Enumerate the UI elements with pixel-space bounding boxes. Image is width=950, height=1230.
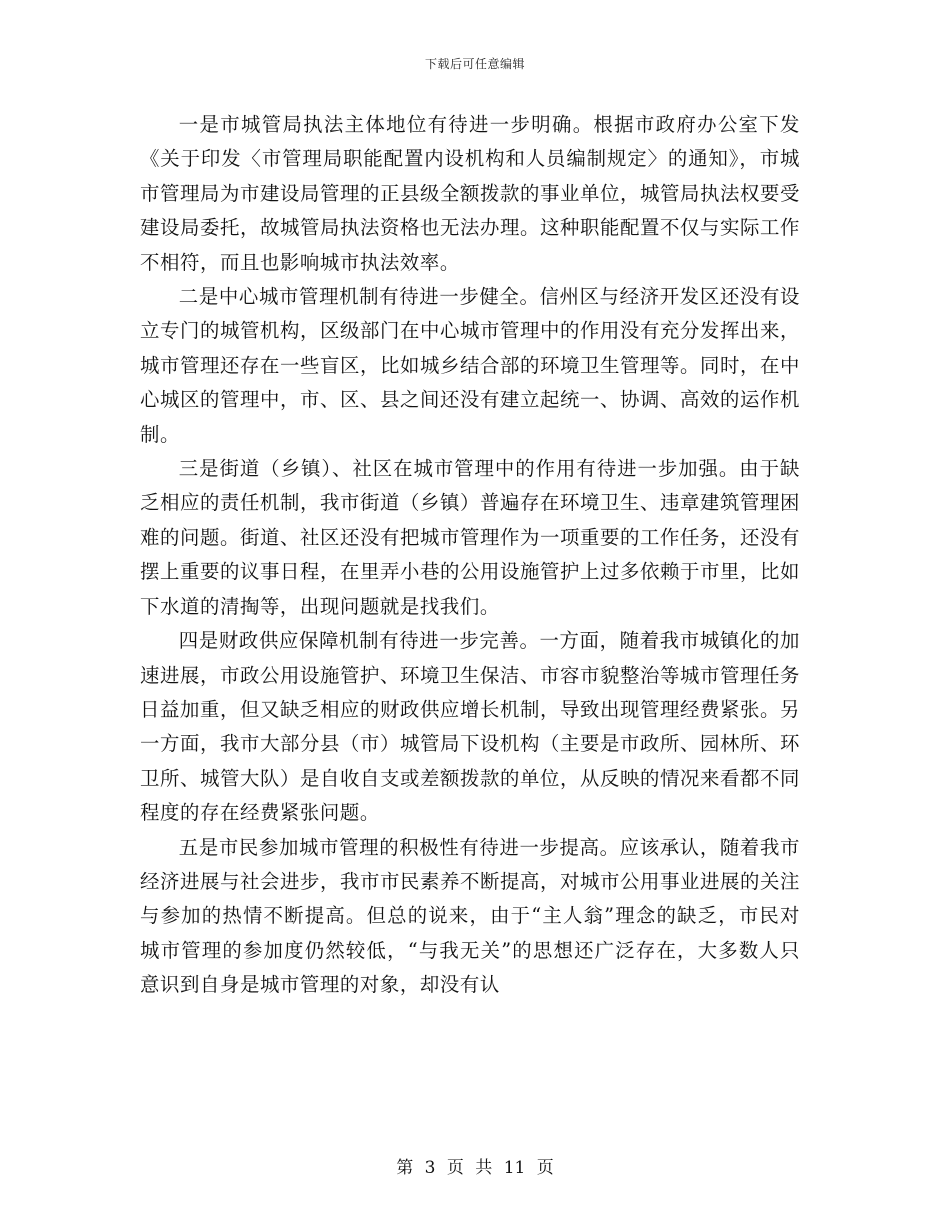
paragraph-4: 四是财政供应保障机制有待进一步完善。一方面，随着我市城镇化的加速进展，市政公用设施管护、环境卫生保洁、市容市貌整治等城市管理任务日益加重，但又缺乏相应的财政供应增长机制，导致出现管理经费紧张。另一方面，我市大部分县（市）城管局下设机构（主要是市政所、园林所、环卫所、城管大队）是自收自支或差额拨款的单位，从反映的情况来看都不同程度的存在经费紧张问题。 bbox=[140, 629, 800, 825]
paragraph-3: 三是街道（乡镇）、社区在城市管理中的作用有待进一步加强。由于缺乏相应的责任机制，我市街道（乡镇）普遍存在环境卫生、违章建筑管理困难的问题。街道、社区还没有把城市管理作为一项重要的工作任务，还没有摆上重要的议事日程，在里弄小巷的公用设施管护上过多依赖于市里，比如下水道的清掏等，出现问题就是找我们。 bbox=[140, 457, 800, 618]
page-number-footer: 第 3 页 共 11 页 bbox=[396, 1158, 554, 1178]
paragraph-2: 二是中心城市管理机制有待进一步健全。信州区与经济开发区还没有设立专门的城管机构，区级部门在中心城市管理中的作用没有充分发挥出来，城市管理还存在一些盲区，比如城乡结合部的环境卫生管理等。同时，在中心城区的管理中，市、区、县之间还没有建立起统一、协调、高效的运作机制。 bbox=[140, 285, 800, 446]
paragraph-5: 五是市民参加城市管理的积极性有待进一步提高。应该承认，随着我市经济进展与社会进步，我市市民素养不断提高，对城市公用事业进展的关注与参加的热情不断提高。但总的说来，由于“主人翁”理念的缺乏，市民对城市管理的参加度仍然较低，“与我无关”的思想还广泛存在，大多数人只意识到自身是城市管理的对象，却没有认 bbox=[140, 835, 800, 997]
paragraph-1: 一是市城管局执法主体地位有待进一步明确。根据市政府办公室下发《关于印发〈市管理局职能配置内设机构和人员编制规定〉的通知》，市城市管理局为市建设局管理的正县级全额拨款的事业单位，城管局执法权要受建设局委托，故城管局执法资格也无法办理。这种职能配置不仅与实际工作不相符，而且也影响城市执法效率。 bbox=[140, 113, 800, 274]
page-header: 下载后可任意编辑 bbox=[424, 57, 525, 71]
document-body bbox=[140, 108, 800, 1003]
